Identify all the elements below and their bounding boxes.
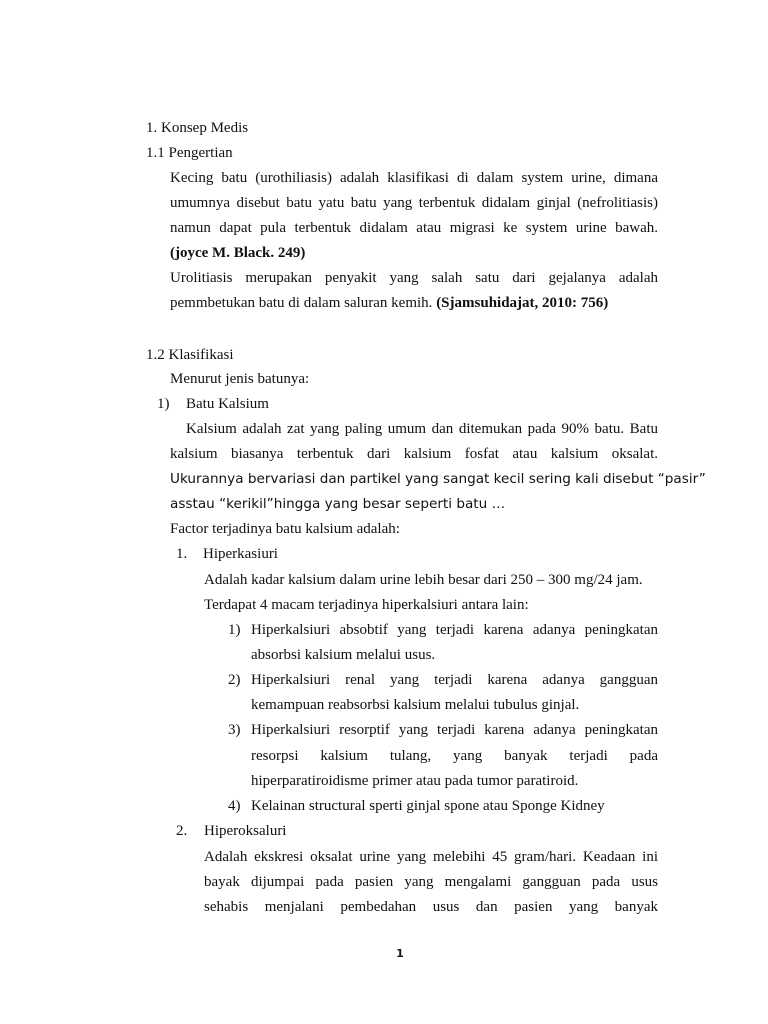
paragraph-line: Ukurannya bervariasi dan partikel yang sangat kecil sering kali disebut “pasir” (170, 471, 706, 487)
list-item-label: Batu Kalsium (186, 396, 269, 412)
list-number: 2. (176, 823, 188, 839)
paragraph-line: Factor terjadinya batu kalsium adalah: (170, 521, 400, 537)
page-number: 1 (396, 947, 404, 960)
paragraph-line: Kalsium adalah zat yang paling umum dan ditemukan pada 90% batu. Batu (186, 421, 658, 437)
list-item-label: Hiperoksaluri (204, 823, 287, 839)
citation: (joyce M. Black. 249) (170, 245, 306, 261)
paragraph-line: Kecing batu (urothiliasis) adalah klasifikasi di dalam system urine, dimana (170, 170, 658, 186)
paragraph-line: kalsium biasanya terbentuk dari kalsium fosfat atau kalsium oksalat. (170, 446, 658, 462)
heading-pengertian: 1.1 Pengertian (146, 145, 233, 161)
heading-klasifikasi: 1.2 Klasifikasi (146, 347, 234, 363)
list-number: 2) (228, 672, 241, 688)
list-number: 1. (176, 546, 188, 562)
paragraph-line: absorbsi kalsium melalui usus. (251, 647, 436, 663)
paragraph-line: hiperparatiroidisme primer atau pada tumor paratiroid. (251, 773, 579, 789)
list-item-label: Hiperkasiuri (203, 546, 278, 562)
list-number: 3) (228, 722, 241, 738)
paragraph-line: Hiperkalsiuri renal yang terjadi karena adanya gangguan (251, 672, 658, 688)
list-number: 1) (157, 396, 170, 412)
paragraph-line: asstau “kerikil”hingga yang besar seperti batu … (170, 496, 506, 512)
list-number: 1) (228, 622, 241, 638)
heading-konsep-medis: 1. Konsep Medis (146, 120, 249, 136)
paragraph-line: namun dapat pula terbentuk didalam atau migrasi ke system urine bawah. (170, 220, 658, 236)
paragraph-line: umumnya disebut batu yatu batu yang terbentuk didalam ginjal (nefrolitiasis) (170, 195, 658, 211)
paragraph-line: Terdapat 4 macam terjadinya hiperkalsiuri antara lain: (204, 597, 529, 613)
paragraph-line: kemampuan reabsorbsi kalsium melalui tubulus ginjal. (251, 697, 580, 713)
list-number: 4) (228, 798, 241, 814)
paragraph-line: Hiperkalsiuri resorptif yang terjadi karena adanya peningkatan (251, 722, 658, 738)
paragraph-line: bayak dijumpai pada pasien yang mengalami gangguan pada usus (204, 874, 658, 890)
paragraph-line: Menurut jenis batunya: (170, 371, 310, 387)
paragraph-line: Kelainan structural sperti ginjal spone atau Sponge Kidney (251, 798, 605, 814)
paragraph-line: Adalah ekskresi oksalat urine yang melebihi 45 gram/hari. Keadaan ini (204, 849, 658, 865)
paragraph-line: pemmbetukan batu di dalam saluran kemih. (Sjamsuhidajat, 2010: 756) (170, 295, 609, 311)
paragraph-line: Adalah kadar kalsium dalam urine lebih besar dari 250 – 300 mg/24 jam. (204, 572, 643, 588)
paragraph-line: Hiperkalsiuri absobtif yang terjadi karena adanya peningkatan (251, 622, 658, 638)
paragraph-line: Urolitiasis merupakan penyakit yang salah satu dari gejalanya adalah (170, 270, 658, 286)
citation: (Sjamsuhidajat, 2010: 756) (436, 295, 609, 311)
paragraph-line: sehabis menjalani pembedahan usus dan pasien yang banyak (204, 899, 658, 915)
paragraph-line: resorpsi kalsium tulang, yang banyak terjadi pada (251, 748, 658, 764)
